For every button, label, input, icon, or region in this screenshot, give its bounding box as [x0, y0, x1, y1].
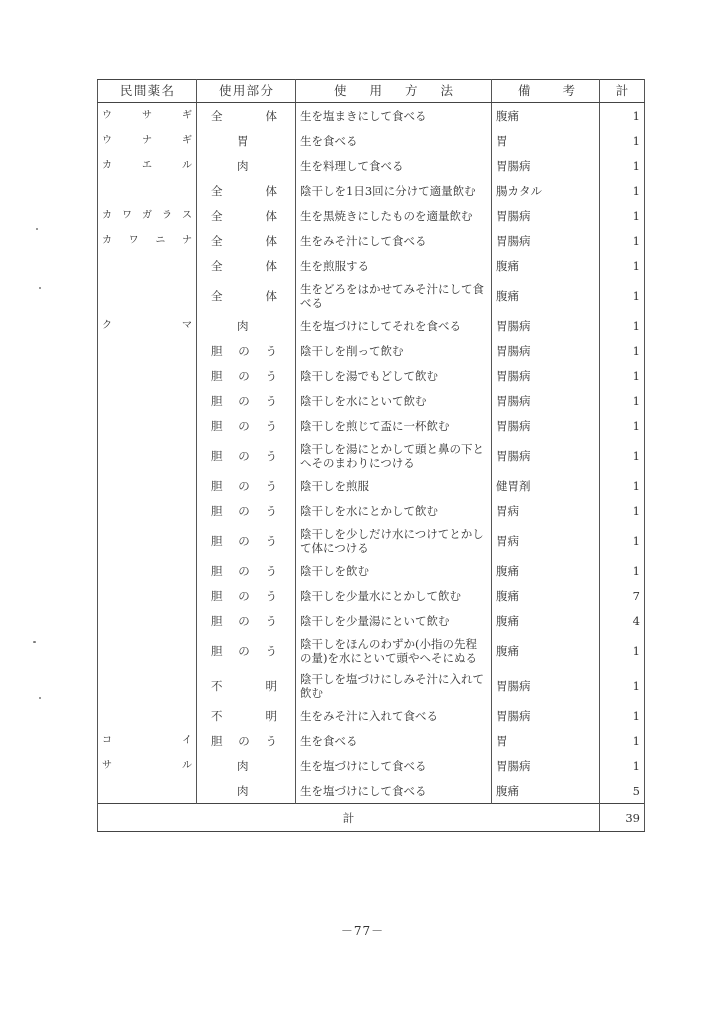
usage-method-cell: 陰干しを塩づけにしみそ汁に入れて飲む: [296, 668, 492, 703]
drug-name-cell: ウ サ ギ: [98, 103, 197, 129]
count-cell: 1: [600, 338, 645, 363]
remarks-cell: 胃腸病: [492, 703, 600, 728]
drug-name-cell: [98, 413, 197, 438]
drug-name-cell: [98, 498, 197, 523]
usage-method-cell: 生をどろをはかせてみそ汁にして食べる: [296, 278, 492, 313]
count-cell: 1: [600, 388, 645, 413]
count-cell: 1: [600, 523, 645, 558]
part-used-cell: 不 明: [197, 703, 296, 728]
usage-method-cell: 陰干しを水にといて飲む: [296, 388, 492, 413]
table-row: [98, 558, 645, 583]
count-cell: 1: [600, 153, 645, 178]
drug-name-cell: [98, 253, 197, 278]
usage-method-cell: 陰干しを1日3回に分けて適量飲む: [296, 178, 492, 203]
count-cell: 1: [600, 313, 645, 338]
drug-name-cell: [98, 608, 197, 633]
drug-name-cell: [98, 388, 197, 413]
remarks-cell: 腹痛: [492, 633, 600, 668]
remarks-cell: 腹痛: [492, 103, 600, 129]
remarks-cell: 胃腸病: [492, 388, 600, 413]
count-cell: 1: [600, 228, 645, 253]
count-cell: 1: [600, 498, 645, 523]
remarks-cell: 胃: [492, 728, 600, 753]
usage-method-cell: 陰干しを湯でもどして飲む: [296, 363, 492, 388]
part-used-cell: 胆 の う: [197, 388, 296, 413]
drug-name-cell: サ ル: [98, 753, 197, 778]
usage-method-cell: 陰干しを水にとかして飲む: [296, 498, 492, 523]
drug-name-cell: [98, 278, 197, 313]
usage-method-cell: 生を食べる: [296, 128, 492, 153]
drug-name-cell: ウ ナ ギ: [98, 128, 197, 153]
table-row: [98, 338, 645, 363]
table-row: [98, 253, 645, 278]
remarks-cell: 胃腸病: [492, 668, 600, 703]
usage-method-cell: 生を塩まきにして食べる: [296, 103, 492, 129]
count-cell: 4: [600, 608, 645, 633]
usage-method-cell: 生をみそ汁に入れて食べる: [296, 703, 492, 728]
part-used-cell: 全 体: [197, 253, 296, 278]
total-value: 39: [600, 804, 645, 832]
table-row: [98, 523, 645, 558]
table-body: [98, 103, 645, 804]
table-row: [98, 778, 645, 804]
header-name: 民 間 薬 名: [98, 80, 197, 103]
table-row: [98, 278, 645, 313]
remarks-cell: 健胃剤: [492, 473, 600, 498]
table-row: [98, 473, 645, 498]
remarks-cell: 胃腸病: [492, 753, 600, 778]
remarks-cell: 腸カタル: [492, 178, 600, 203]
scan-speck: [39, 287, 41, 289]
table-row: [98, 668, 645, 703]
drug-name-cell: [98, 363, 197, 388]
part-used-cell: 肉: [197, 753, 296, 778]
remarks-cell: 腹痛: [492, 583, 600, 608]
drug-name-cell: カ ワ ニ ナ: [98, 228, 197, 253]
table-row: [98, 103, 645, 129]
remarks-cell: 胃腸病: [492, 338, 600, 363]
table-row: [98, 228, 645, 253]
remarks-cell: 胃腸病: [492, 203, 600, 228]
header-method: 使 用 方 法: [296, 80, 492, 103]
part-used-cell: 胆 の う: [197, 728, 296, 753]
count-cell: 1: [600, 438, 645, 473]
drug-name-cell: [98, 438, 197, 473]
count-cell: 1: [600, 413, 645, 438]
usage-method-cell: 陰干しを少しだけ水につけてとかして体につける: [296, 523, 492, 558]
drug-name-cell: [98, 178, 197, 203]
usage-method-cell: 生を食べる: [296, 728, 492, 753]
count-cell: 1: [600, 278, 645, 313]
table-row: [98, 753, 645, 778]
table-row: [98, 128, 645, 153]
part-used-cell: 全 体: [197, 203, 296, 228]
part-used-cell: 全 体: [197, 178, 296, 203]
remarks-cell: 胃腸病: [492, 313, 600, 338]
usage-method-cell: 生を煎服する: [296, 253, 492, 278]
table-row: [98, 728, 645, 753]
part-used-cell: 肉: [197, 153, 296, 178]
remarks-cell: 胃腸病: [492, 153, 600, 178]
remarks-cell: 腹痛: [492, 278, 600, 313]
scan-speck: [36, 228, 38, 230]
count-cell: 1: [600, 253, 645, 278]
usage-method-cell: 生を黒焼きにしたものを適量飲む: [296, 203, 492, 228]
page-number: －77－: [340, 924, 385, 938]
part-used-cell: 不 明: [197, 668, 296, 703]
drug-name-cell: [98, 558, 197, 583]
usage-method-cell: 生を塩づけにして食べる: [296, 753, 492, 778]
scan-speck: [33, 641, 36, 643]
drug-name-cell: カ エ ル: [98, 153, 197, 178]
table-row: [98, 313, 645, 338]
usage-method-cell: 陰干しを飲む: [296, 558, 492, 583]
table-row: [98, 388, 645, 413]
count-cell: 1: [600, 363, 645, 388]
usage-method-cell: 陰干しを少量湯にといて飲む: [296, 608, 492, 633]
part-used-cell: 胆 の う: [197, 583, 296, 608]
table-row: [98, 363, 645, 388]
table-row: [98, 703, 645, 728]
total-label: 計: [98, 804, 600, 832]
part-used-cell: 胆 の う: [197, 498, 296, 523]
part-used-cell: 胆 の う: [197, 633, 296, 668]
drug-name-cell: [98, 703, 197, 728]
remarks-cell: 胃: [492, 128, 600, 153]
count-cell: 7: [600, 583, 645, 608]
part-used-cell: 胆 の う: [197, 523, 296, 558]
usage-method-cell: 陰干しを削って飲む: [296, 338, 492, 363]
usage-method-cell: 陰干しを少量水にとかして飲む: [296, 583, 492, 608]
table-row: [98, 498, 645, 523]
part-used-cell: 胆 の う: [197, 413, 296, 438]
usage-method-cell: 生をみそ汁にして食べる: [296, 228, 492, 253]
usage-method-cell: 生を塩づけにしてそれを食べる: [296, 313, 492, 338]
part-used-cell: 肉: [197, 778, 296, 804]
scan-speck: [39, 697, 41, 699]
part-used-cell: 全 体: [197, 103, 296, 129]
remarks-cell: 胃腸病: [492, 363, 600, 388]
drug-name-cell: ク マ: [98, 313, 197, 338]
usage-method-cell: 陰干しをほんのわずか(小指の先程の量)を水にといて頭やへそにぬる: [296, 633, 492, 668]
table-row: [98, 608, 645, 633]
remarks-cell: 胃腸病: [492, 413, 600, 438]
drug-name-cell: [98, 473, 197, 498]
drug-name-cell: [98, 523, 197, 558]
table-row: [98, 413, 645, 438]
count-cell: 1: [600, 728, 645, 753]
count-cell: 1: [600, 558, 645, 583]
remarks-cell: 胃腸病: [492, 438, 600, 473]
count-cell: 1: [600, 668, 645, 703]
drug-name-cell: [98, 338, 197, 363]
count-cell: 1: [600, 753, 645, 778]
usage-method-cell: 陰干しを湯にとかして頭と鼻の下とへそのまわりにつける: [296, 438, 492, 473]
count-cell: 1: [600, 703, 645, 728]
usage-method-cell: 陰干しを煎服: [296, 473, 492, 498]
part-used-cell: 胆 の う: [197, 438, 296, 473]
remarks-cell: 胃病: [492, 523, 600, 558]
remarks-cell: 胃病: [492, 498, 600, 523]
part-used-cell: 全 体: [197, 278, 296, 313]
part-used-cell: 全 体: [197, 228, 296, 253]
drug-name-cell: [98, 583, 197, 608]
table-row: [98, 633, 645, 668]
table-row: [98, 583, 645, 608]
header-part: 使 用 部 分: [197, 80, 296, 103]
remarks-cell: 腹痛: [492, 608, 600, 633]
table-row: [98, 153, 645, 178]
drug-name-cell: カ ワ ガ ラ ス: [98, 203, 197, 228]
part-used-cell: 胃: [197, 128, 296, 153]
table-header-row: [98, 80, 645, 103]
usage-method-cell: 生を塩づけにして食べる: [296, 778, 492, 804]
table-row: [98, 203, 645, 228]
drug-name-cell: コ イ: [98, 728, 197, 753]
drug-name-cell: [98, 633, 197, 668]
count-cell: 1: [600, 633, 645, 668]
usage-method-cell: 生を料理して食べる: [296, 153, 492, 178]
part-used-cell: 胆 の う: [197, 473, 296, 498]
part-used-cell: 胆 の う: [197, 558, 296, 583]
usage-method-cell: 陰干しを煎じて盃に一杯飲む: [296, 413, 492, 438]
remarks-cell: 腹痛: [492, 558, 600, 583]
count-cell: 1: [600, 128, 645, 153]
remarks-cell: 胃腸病: [492, 228, 600, 253]
count-cell: 1: [600, 473, 645, 498]
part-used-cell: 胆 の う: [197, 363, 296, 388]
part-used-cell: 胆 の う: [197, 608, 296, 633]
header-note: 備 考: [492, 80, 600, 103]
part-used-cell: 肉: [197, 313, 296, 338]
count-cell: 1: [600, 178, 645, 203]
count-cell: 5: [600, 778, 645, 804]
header-count: 計: [600, 80, 645, 103]
remarks-cell: 腹痛: [492, 778, 600, 804]
table-row: [98, 178, 645, 203]
folk-medicine-table: [97, 79, 645, 832]
drug-name-cell: [98, 778, 197, 804]
part-used-cell: 胆 の う: [197, 338, 296, 363]
drug-name-cell: [98, 668, 197, 703]
count-cell: 1: [600, 103, 645, 129]
total-row: [98, 804, 645, 832]
remarks-cell: 腹痛: [492, 253, 600, 278]
table-row: [98, 438, 645, 473]
count-cell: 1: [600, 203, 645, 228]
